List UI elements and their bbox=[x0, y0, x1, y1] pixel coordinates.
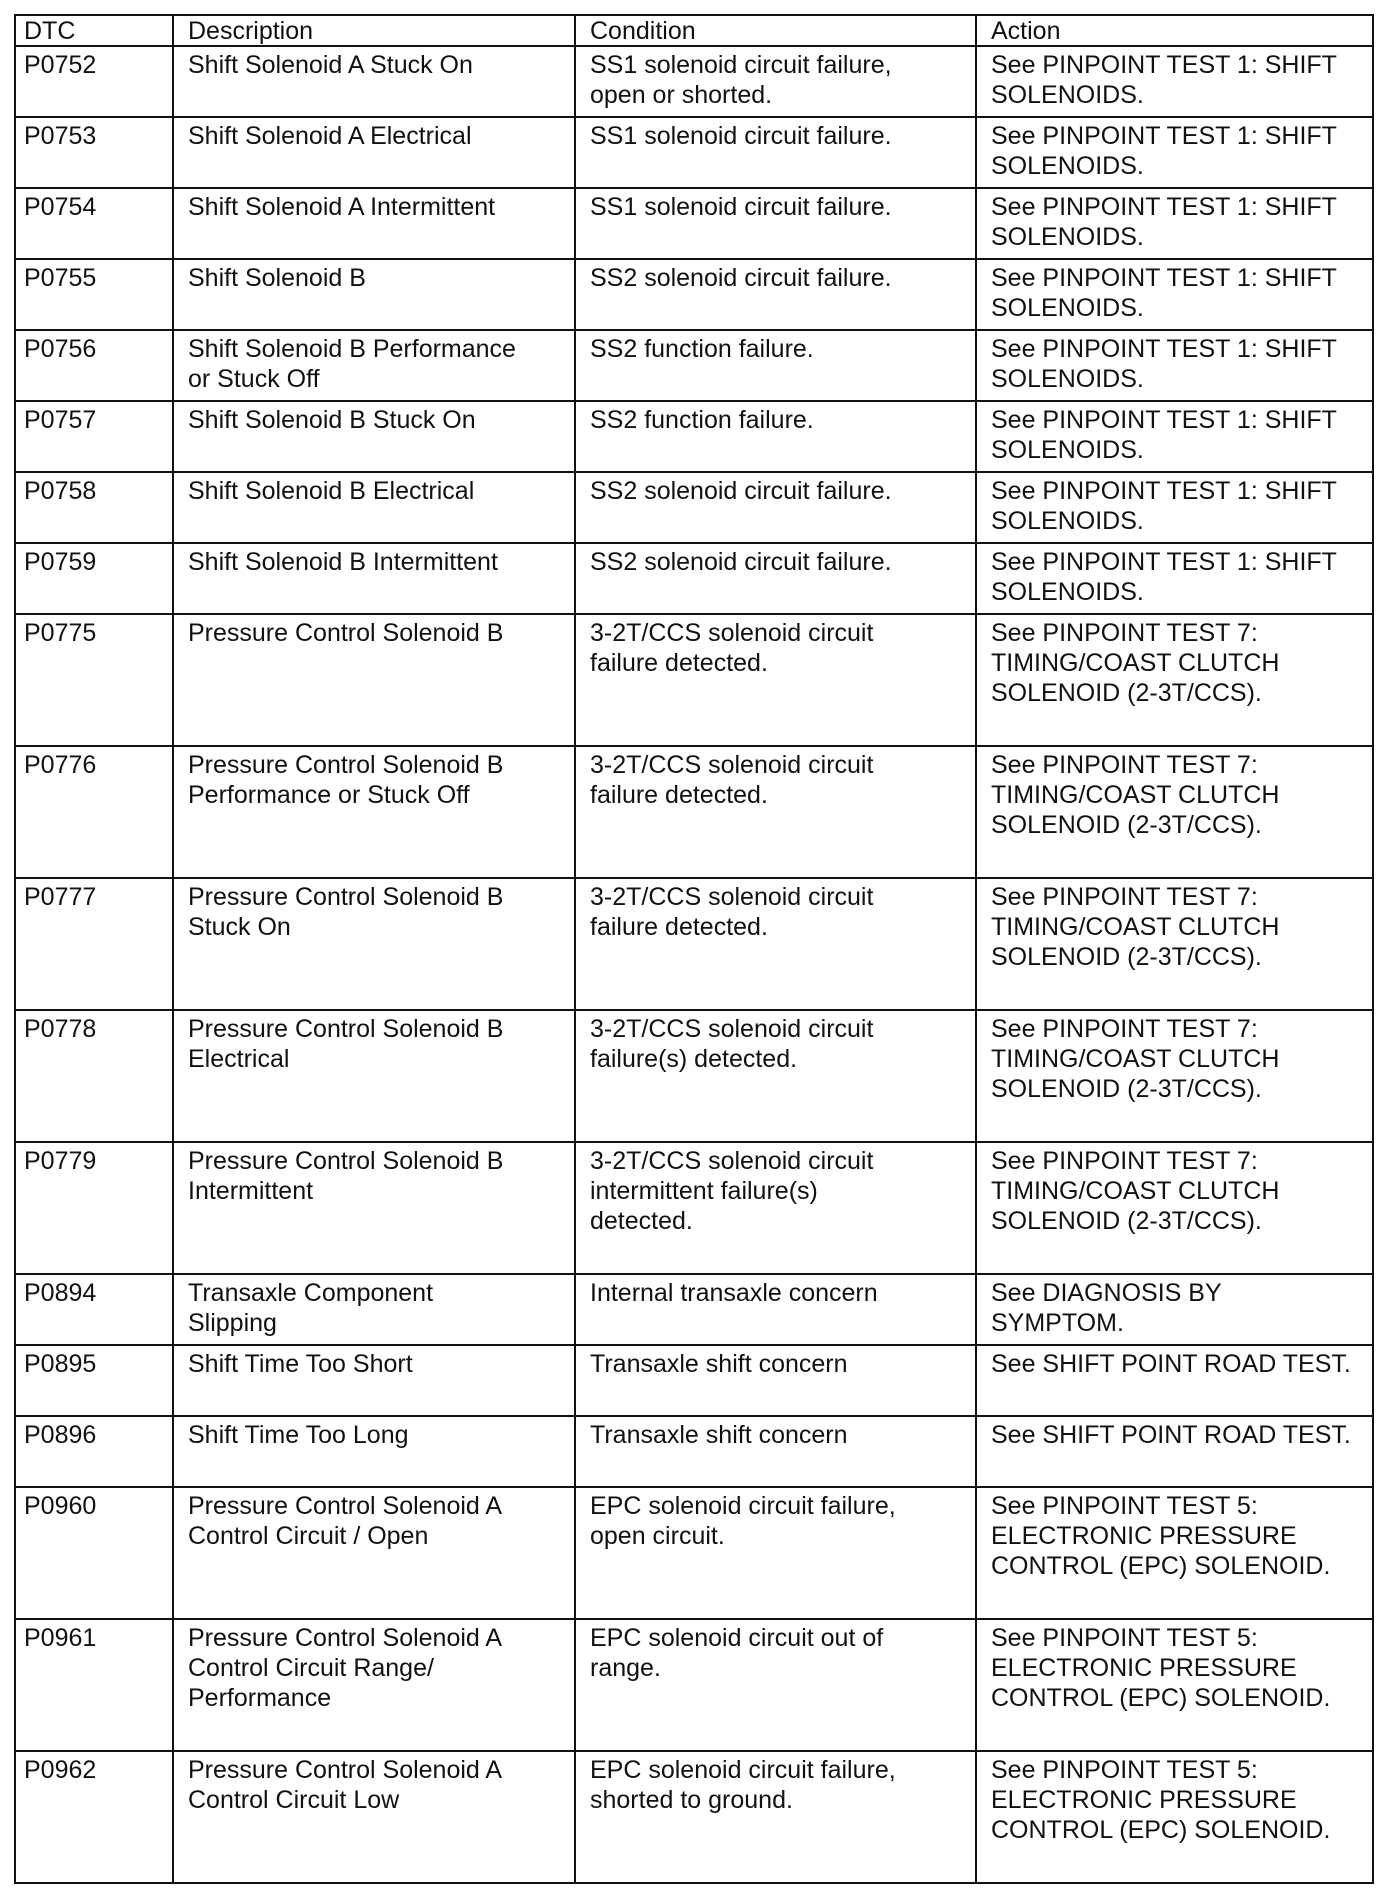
action-text: See PINPOINT TEST 1: SHIFT SOLENOIDS. bbox=[991, 477, 1337, 535]
cell-dtc bbox=[15, 1416, 173, 1487]
cell-action bbox=[976, 1274, 1373, 1345]
cell-condition bbox=[575, 188, 976, 259]
cell-description bbox=[173, 46, 575, 117]
table-row bbox=[15, 1010, 1373, 1142]
cell-action bbox=[976, 1751, 1373, 1883]
cell-dtc bbox=[15, 1751, 173, 1883]
action-text: See PINPOINT TEST 7: TIMING/COAST CLUTCH SOLENOID (2-3T/CCS). bbox=[991, 619, 1280, 707]
condition-text: Internal transaxle concern bbox=[590, 1279, 878, 1307]
action-text: See PINPOINT TEST 5: ELECTRONIC PRESSURE CONTROL (EPC) SOLENOID. bbox=[991, 1492, 1331, 1580]
dtc-text: P0960 bbox=[24, 1492, 97, 1520]
table-row bbox=[15, 1274, 1373, 1345]
action-text: See PINPOINT TEST 7: TIMING/COAST CLUTCH SOLENOID (2-3T/CCS). bbox=[991, 751, 1280, 839]
cell-action bbox=[976, 259, 1373, 330]
cell-condition bbox=[575, 1142, 976, 1274]
cell-dtc bbox=[15, 1619, 173, 1751]
cell-condition bbox=[575, 117, 976, 188]
table-row bbox=[15, 878, 1373, 1010]
description-text: Pressure Control Solenoid B bbox=[188, 619, 504, 647]
cell-dtc bbox=[15, 1487, 173, 1619]
dtc-text: P0757 bbox=[24, 406, 97, 434]
cell-action bbox=[976, 1345, 1373, 1416]
cell-condition bbox=[575, 472, 976, 543]
description-text: Pressure Control Solenoid A Control Circuit / Open bbox=[188, 1492, 503, 1550]
cell-description bbox=[173, 746, 575, 878]
cell-dtc bbox=[15, 117, 173, 188]
table-header-row bbox=[15, 15, 1373, 46]
description-text: Pressure Control Solenoid B Electrical bbox=[188, 1015, 504, 1073]
condition-text: SS2 solenoid circuit failure. bbox=[590, 264, 892, 292]
condition-text: SS2 solenoid circuit failure. bbox=[590, 477, 892, 505]
dtc-text: P0756 bbox=[24, 335, 97, 363]
table-row bbox=[15, 46, 1373, 117]
cell-dtc bbox=[15, 1010, 173, 1142]
cell-action bbox=[976, 1487, 1373, 1619]
action-text: See PINPOINT TEST 1: SHIFT SOLENOIDS. bbox=[991, 335, 1337, 393]
cell-condition bbox=[575, 1416, 976, 1487]
cell-action bbox=[976, 746, 1373, 878]
cell-condition bbox=[575, 259, 976, 330]
dtc-text: P0759 bbox=[24, 548, 97, 576]
cell-dtc bbox=[15, 1142, 173, 1274]
cell-dtc bbox=[15, 330, 173, 401]
dtc-text: P0894 bbox=[24, 1279, 97, 1307]
dtc-text: P0758 bbox=[24, 477, 97, 505]
cell-description bbox=[173, 1274, 575, 1345]
cell-action bbox=[976, 1619, 1373, 1751]
condition-text: EPC solenoid circuit failure, open circuit. bbox=[590, 1492, 896, 1550]
table-row bbox=[15, 746, 1373, 878]
table-row bbox=[15, 1345, 1373, 1416]
cell-description bbox=[173, 1142, 575, 1274]
cell-condition bbox=[575, 1010, 976, 1142]
cell-dtc bbox=[15, 878, 173, 1010]
cell-description bbox=[173, 1751, 575, 1883]
table-row bbox=[15, 1416, 1373, 1487]
cell-condition bbox=[575, 401, 976, 472]
condition-text: 3-2T/CCS solenoid circuit failure detected. bbox=[590, 751, 874, 809]
dtc-text: P0777 bbox=[24, 883, 97, 911]
cell-description bbox=[173, 614, 575, 746]
cell-action bbox=[976, 878, 1373, 1010]
cell-description bbox=[173, 401, 575, 472]
action-text: See PINPOINT TEST 1: SHIFT SOLENOIDS. bbox=[991, 548, 1337, 606]
cell-description bbox=[173, 472, 575, 543]
cell-action bbox=[976, 1142, 1373, 1274]
cell-dtc bbox=[15, 472, 173, 543]
table-row bbox=[15, 614, 1373, 746]
description-text: Shift Time Too Short bbox=[188, 1350, 413, 1378]
cell-action bbox=[976, 188, 1373, 259]
description-text: Pressure Control Solenoid B Performance or Stuck Off bbox=[188, 751, 504, 809]
condition-text: EPC solenoid circuit out of range. bbox=[590, 1624, 884, 1682]
condition-text: SS1 solenoid circuit failure, open or shorted. bbox=[590, 51, 892, 109]
cell-description bbox=[173, 1010, 575, 1142]
dtc-text: P0753 bbox=[24, 122, 97, 150]
cell-dtc bbox=[15, 614, 173, 746]
cell-description bbox=[173, 1345, 575, 1416]
condition-text: SS2 solenoid circuit failure. bbox=[590, 548, 892, 576]
cell-description bbox=[173, 1487, 575, 1619]
description-text: Shift Solenoid B Stuck On bbox=[188, 406, 476, 434]
header-action: Action bbox=[976, 15, 1373, 46]
header-description: Description bbox=[173, 15, 575, 46]
dtc-text: P0895 bbox=[24, 1350, 97, 1378]
action-text: See DIAGNOSIS BY SYMPTOM. bbox=[991, 1279, 1222, 1337]
dtc-table bbox=[14, 14, 1374, 1884]
cell-action bbox=[976, 1416, 1373, 1487]
action-text: See PINPOINT TEST 1: SHIFT SOLENOIDS. bbox=[991, 51, 1337, 109]
cell-description bbox=[173, 1416, 575, 1487]
cell-condition bbox=[575, 46, 976, 117]
dtc-text: P0896 bbox=[24, 1421, 97, 1449]
cell-action bbox=[976, 117, 1373, 188]
cell-condition bbox=[575, 746, 976, 878]
description-text: Shift Time Too Long bbox=[188, 1421, 409, 1449]
dtc-text: P0754 bbox=[24, 193, 97, 221]
description-text: Pressure Control Solenoid B Intermittent bbox=[188, 1147, 504, 1205]
cell-description bbox=[173, 188, 575, 259]
condition-text: Transaxle shift concern bbox=[590, 1421, 848, 1449]
action-text: See PINPOINT TEST 7: TIMING/COAST CLUTCH SOLENOID (2-3T/CCS). bbox=[991, 883, 1280, 971]
dtc-text: P0778 bbox=[24, 1015, 97, 1043]
cell-description bbox=[173, 878, 575, 1010]
cell-condition bbox=[575, 1487, 976, 1619]
cell-dtc bbox=[15, 401, 173, 472]
cell-action bbox=[976, 46, 1373, 117]
cell-action bbox=[976, 472, 1373, 543]
action-text: See PINPOINT TEST 5: ELECTRONIC PRESSURE CONTROL (EPC) SOLENOID. bbox=[991, 1756, 1331, 1844]
description-text: Shift Solenoid A Intermittent bbox=[188, 193, 496, 221]
description-text: Shift Solenoid B Electrical bbox=[188, 477, 475, 505]
action-text: See SHIFT POINT ROAD TEST. bbox=[991, 1350, 1351, 1378]
description-text: Shift Solenoid A Stuck On bbox=[188, 51, 473, 79]
table-row bbox=[15, 1751, 1373, 1883]
cell-condition bbox=[575, 1619, 976, 1751]
cell-action bbox=[976, 1010, 1373, 1142]
action-text: See PINPOINT TEST 7: TIMING/COAST CLUTCH SOLENOID (2-3T/CCS). bbox=[991, 1147, 1280, 1235]
cell-dtc bbox=[15, 188, 173, 259]
table-row bbox=[15, 1487, 1373, 1619]
cell-description bbox=[173, 117, 575, 188]
description-text: Pressure Control Solenoid A Control Circuit Range/ Performance bbox=[188, 1624, 503, 1712]
cell-condition bbox=[575, 1345, 976, 1416]
cell-condition bbox=[575, 614, 976, 746]
cell-condition bbox=[575, 330, 976, 401]
header-condition: Condition bbox=[575, 15, 976, 46]
dtc-table-page bbox=[14, 14, 1372, 1884]
condition-text: SS2 function failure. bbox=[590, 406, 814, 434]
table-row bbox=[15, 188, 1373, 259]
cell-description bbox=[173, 543, 575, 614]
cell-dtc bbox=[15, 543, 173, 614]
condition-text: 3-2T/CCS solenoid circuit failure detected. bbox=[590, 619, 874, 677]
cell-condition bbox=[575, 1751, 976, 1883]
action-text: See PINPOINT TEST 1: SHIFT SOLENOIDS. bbox=[991, 264, 1337, 322]
cell-dtc bbox=[15, 259, 173, 330]
condition-text: Transaxle shift concern bbox=[590, 1350, 848, 1378]
cell-dtc bbox=[15, 46, 173, 117]
description-text: Pressure Control Solenoid B Stuck On bbox=[188, 883, 504, 941]
table-row bbox=[15, 330, 1373, 401]
cell-action bbox=[976, 401, 1373, 472]
dtc-text: P0775 bbox=[24, 619, 97, 647]
dtc-text: P0755 bbox=[24, 264, 97, 292]
action-text: See PINPOINT TEST 7: TIMING/COAST CLUTCH SOLENOID (2-3T/CCS). bbox=[991, 1015, 1280, 1103]
condition-text: 3-2T/CCS solenoid circuit failure(s) detected. bbox=[590, 1015, 874, 1073]
dtc-text: P0779 bbox=[24, 1147, 97, 1175]
condition-text: EPC solenoid circuit failure, shorted to ground. bbox=[590, 1756, 896, 1814]
condition-text: SS1 solenoid circuit failure. bbox=[590, 122, 892, 150]
condition-text: SS1 solenoid circuit failure. bbox=[590, 193, 892, 221]
description-text: Shift Solenoid A Electrical bbox=[188, 122, 472, 150]
table-row bbox=[15, 259, 1373, 330]
table-row bbox=[15, 117, 1373, 188]
cell-condition bbox=[575, 1274, 976, 1345]
description-text: Pressure Control Solenoid A Control Circuit Low bbox=[188, 1756, 503, 1814]
action-text: See SHIFT POINT ROAD TEST. bbox=[991, 1421, 1351, 1449]
cell-description bbox=[173, 259, 575, 330]
table-row bbox=[15, 1619, 1373, 1751]
cell-dtc bbox=[15, 1345, 173, 1416]
cell-action bbox=[976, 543, 1373, 614]
cell-dtc bbox=[15, 746, 173, 878]
action-text: See PINPOINT TEST 1: SHIFT SOLENOIDS. bbox=[991, 406, 1337, 464]
description-text: Shift Solenoid B Intermittent bbox=[188, 548, 498, 576]
cell-description bbox=[173, 330, 575, 401]
table-body bbox=[15, 46, 1373, 1883]
condition-text: 3-2T/CCS solenoid circuit intermittent failure(s) detected. bbox=[590, 1147, 874, 1235]
dtc-text: P0961 bbox=[24, 1624, 97, 1652]
table-row bbox=[15, 1142, 1373, 1274]
cell-condition bbox=[575, 878, 976, 1010]
description-text: Transaxle Component Slipping bbox=[188, 1279, 434, 1337]
table-row bbox=[15, 543, 1373, 614]
description-text: Shift Solenoid B Performance or Stuck Off bbox=[188, 335, 516, 393]
cell-condition bbox=[575, 543, 976, 614]
description-text: Shift Solenoid B bbox=[188, 264, 366, 292]
action-text: See PINPOINT TEST 1: SHIFT SOLENOIDS. bbox=[991, 122, 1337, 180]
dtc-text: P0962 bbox=[24, 1756, 97, 1784]
cell-dtc bbox=[15, 1274, 173, 1345]
cell-description bbox=[173, 1619, 575, 1751]
cell-action bbox=[976, 614, 1373, 746]
table-row bbox=[15, 472, 1373, 543]
table-row bbox=[15, 401, 1373, 472]
cell-action bbox=[976, 330, 1373, 401]
action-text: See PINPOINT TEST 1: SHIFT SOLENOIDS. bbox=[991, 193, 1337, 251]
condition-text: SS2 function failure. bbox=[590, 335, 814, 363]
header-dtc: DTC bbox=[15, 15, 173, 46]
dtc-text: P0776 bbox=[24, 751, 97, 779]
condition-text: 3-2T/CCS solenoid circuit failure detected. bbox=[590, 883, 874, 941]
dtc-text: P0752 bbox=[24, 51, 97, 79]
action-text: See PINPOINT TEST 5: ELECTRONIC PRESSURE CONTROL (EPC) SOLENOID. bbox=[991, 1624, 1331, 1712]
